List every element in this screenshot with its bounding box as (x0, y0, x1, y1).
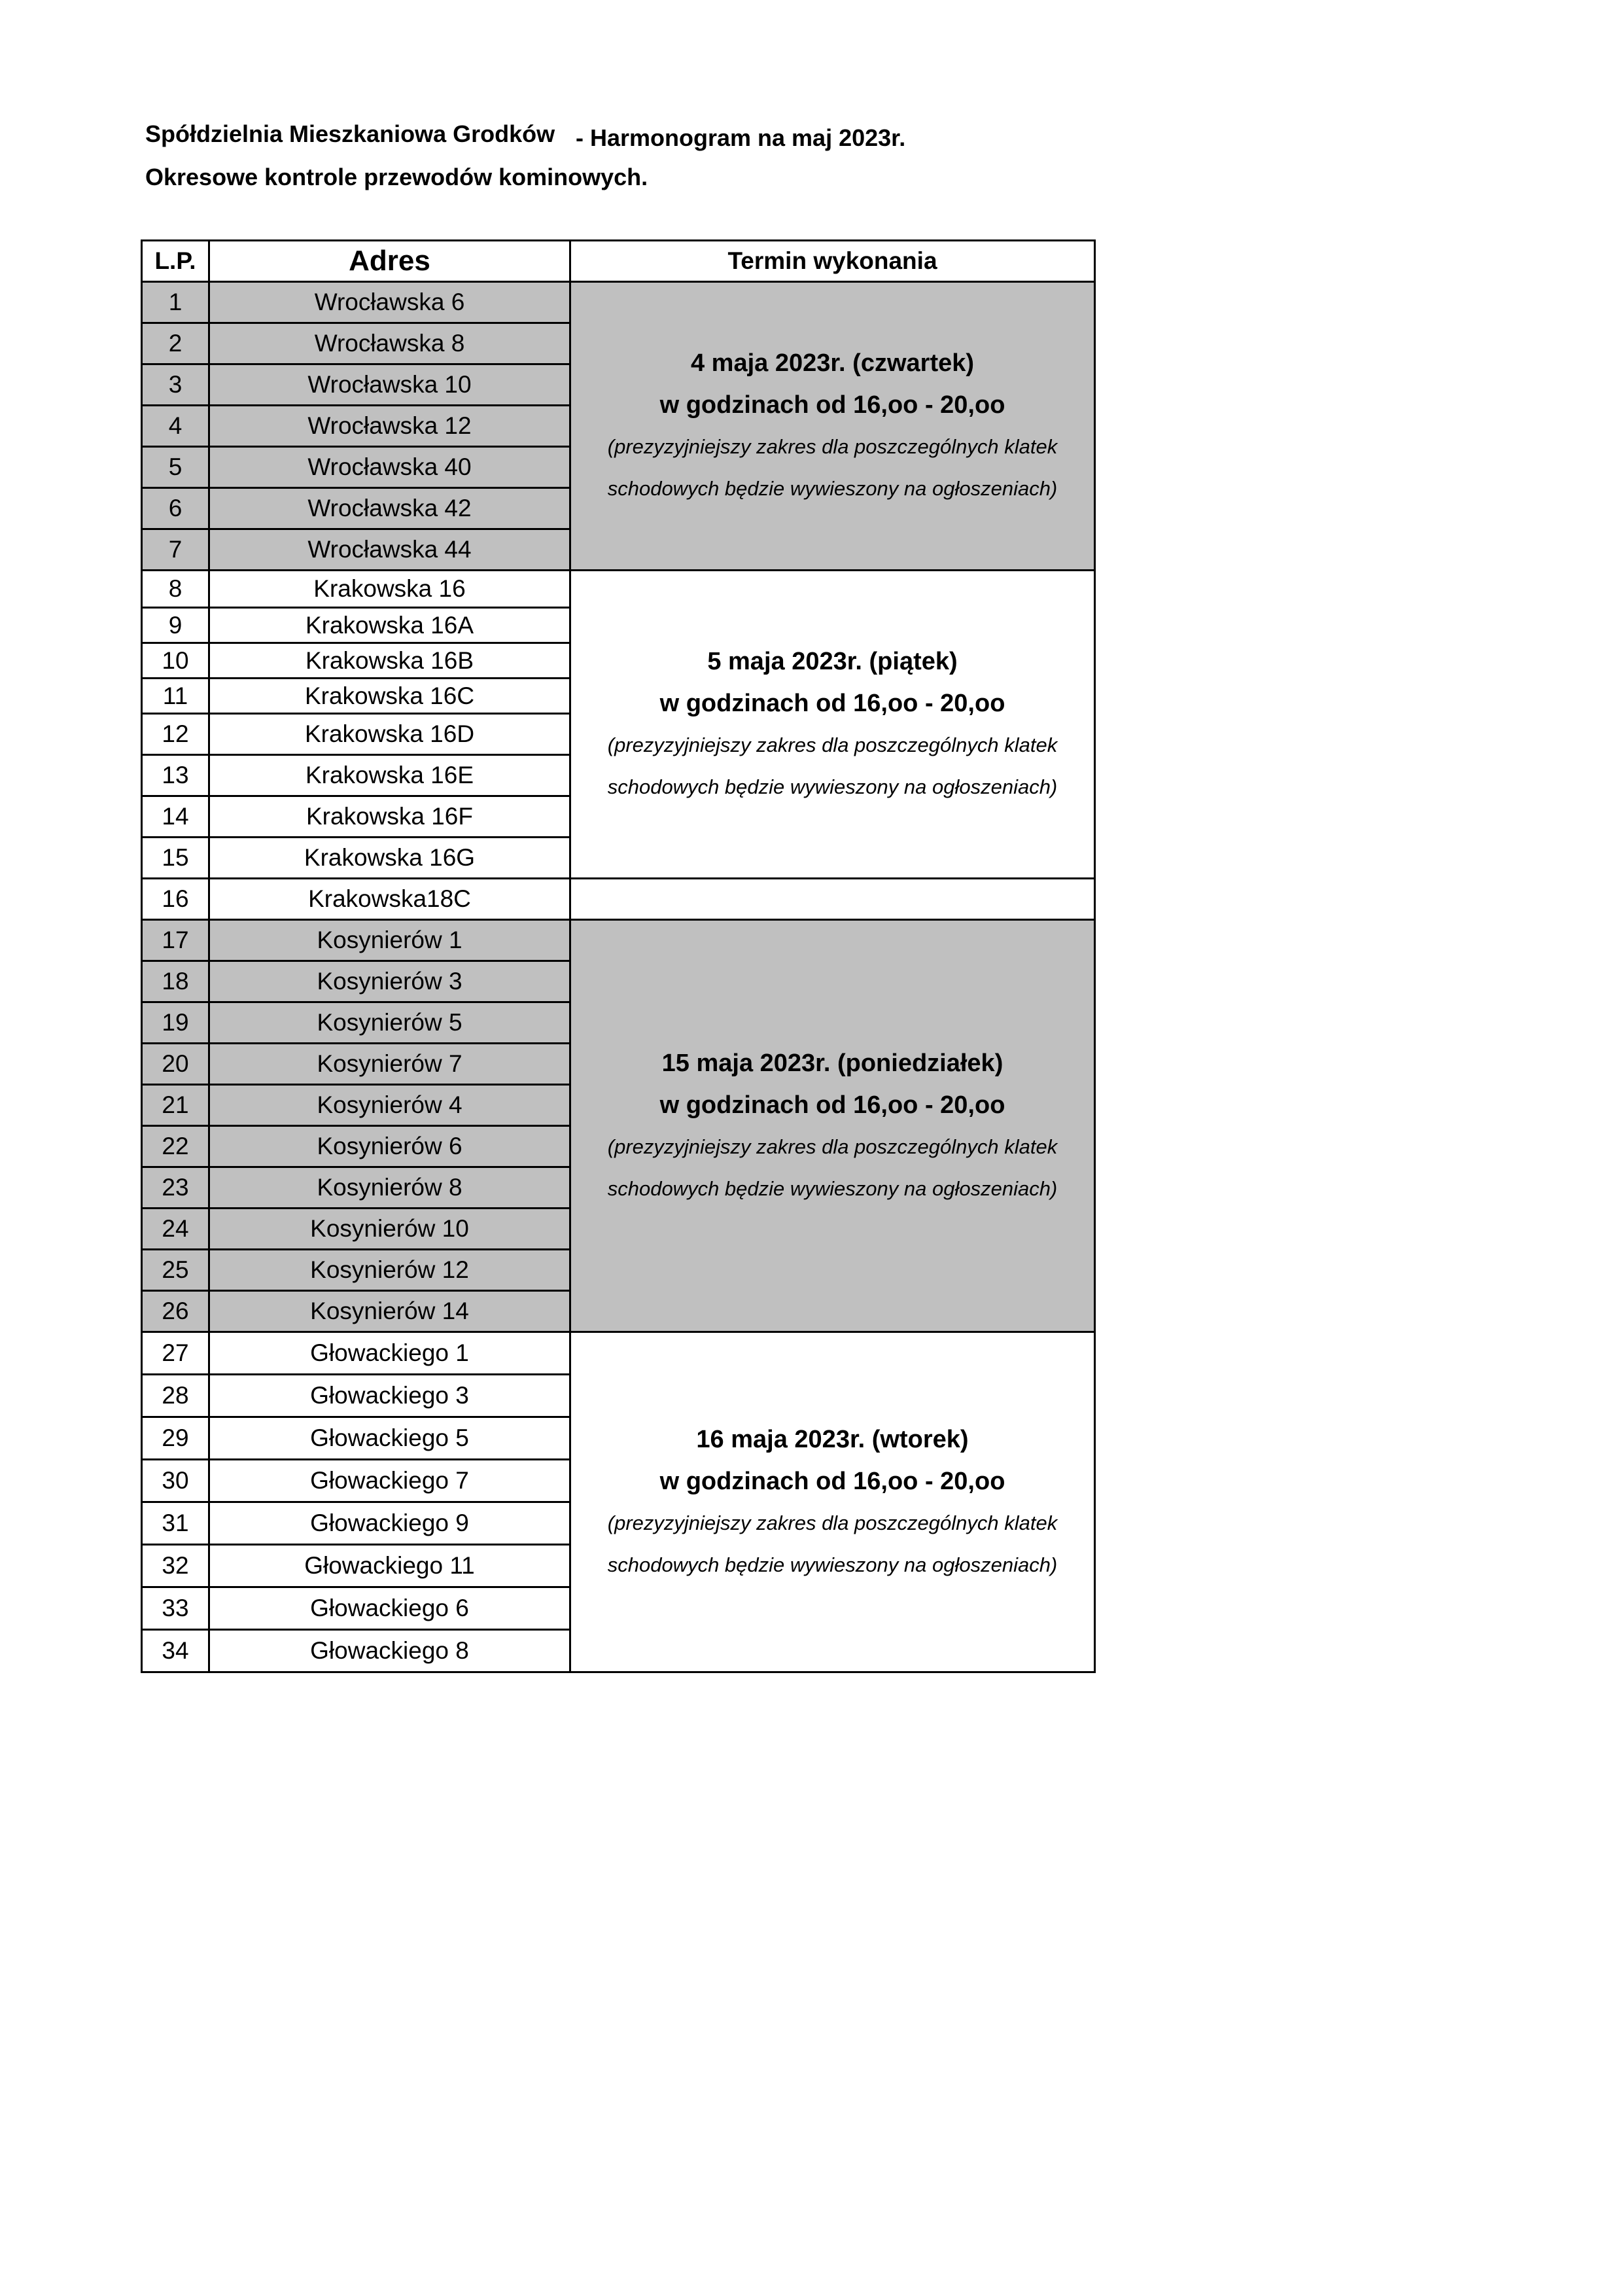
row-number-cell: 12 (142, 714, 209, 755)
address-cell: Wrocławska 8 (209, 323, 570, 364)
header-organization: Spółdzielnia Mieszkaniowa Grodków (145, 120, 555, 147)
term-note: schodowych będzie wywieszony na ogłoszeniach) (607, 1176, 1058, 1200)
row-number-cell: 24 (142, 1209, 209, 1250)
row-number-cell: 3 (142, 364, 209, 406)
row-number-cell: 7 (142, 529, 209, 571)
address-cell: Głowackiego 11 (209, 1545, 570, 1587)
term-note: schodowych będzie wywieszony na ogłoszeniach) (607, 1553, 1058, 1576)
address-cell: Głowackiego 1 (209, 1332, 570, 1375)
address-cell: Krakowska 16E (209, 755, 570, 796)
address-cell: Głowackiego 7 (209, 1460, 570, 1502)
term-hours: w godzinach od 16,oo - 20,oo (659, 391, 1005, 419)
address-cell: Głowackiego 9 (209, 1502, 570, 1545)
row-number-cell: 5 (142, 447, 209, 488)
row-number-cell: 15 (142, 838, 209, 879)
address-cell: Kosynierów 7 (209, 1044, 570, 1085)
row-number-cell: 6 (142, 488, 209, 529)
address-cell: Krakowska 16A (209, 608, 570, 643)
table-row (142, 879, 1095, 920)
row-number-cell: 33 (142, 1587, 209, 1630)
row-number-cell: 14 (142, 796, 209, 838)
address-cell: Głowackiego 8 (209, 1630, 570, 1672)
row-number-cell: 28 (142, 1375, 209, 1417)
row-number-cell: 22 (142, 1126, 209, 1167)
row-number-cell: 25 (142, 1250, 209, 1291)
address-cell: Wrocławska 6 (209, 282, 570, 323)
address-cell: Krakowska 16F (209, 796, 570, 838)
address-cell: Kosynierów 4 (209, 1085, 570, 1126)
table-row (142, 282, 1095, 323)
column-header-adres: Adres (209, 241, 570, 282)
term-note: (prezyzyjniejszy zakres dla poszczególnych klatek (607, 1511, 1058, 1534)
term-cell (570, 920, 1095, 1332)
header-subtitle: Okresowe kontrole przewodów kominowych. (145, 164, 648, 190)
term-hours: w godzinach od 16,oo - 20,oo (659, 1467, 1005, 1495)
row-number-cell: 4 (142, 406, 209, 447)
address-cell: Krakowska 16B (209, 643, 570, 679)
row-number-cell: 18 (142, 961, 209, 1002)
address-cell: Wrocławska 12 (209, 406, 570, 447)
term-note: (prezyzyjniejszy zakres dla poszczególnych klatek (607, 1135, 1058, 1158)
table-row (142, 920, 1095, 961)
address-cell: Krakowska 16D (209, 714, 570, 755)
empty-term-cell (570, 879, 1095, 920)
table-row (142, 1332, 1095, 1375)
address-cell: Krakowska 16G (209, 838, 570, 879)
column-header-termin: Termin wykonania (570, 241, 1095, 282)
term-hours: w godzinach od 16,oo - 20,oo (659, 1091, 1005, 1119)
row-number-cell: 21 (142, 1085, 209, 1126)
row-number-cell: 27 (142, 1332, 209, 1375)
row-number-cell: 11 (142, 679, 209, 714)
row-number-cell: 9 (142, 608, 209, 643)
row-number-cell: 19 (142, 1002, 209, 1044)
term-cell (570, 571, 1095, 879)
row-number-cell: 34 (142, 1630, 209, 1672)
term-cell (570, 282, 1095, 571)
table-body (142, 282, 1095, 1672)
term-hours: w godzinach od 16,oo - 20,oo (659, 690, 1005, 717)
row-number-cell: 8 (142, 571, 209, 608)
row-number-cell: 10 (142, 643, 209, 679)
column-header-lp: L.P. (142, 241, 209, 282)
row-number-cell: 31 (142, 1502, 209, 1545)
row-number-cell: 26 (142, 1291, 209, 1332)
term-date: 5 maja 2023r. (piątek) (707, 648, 958, 675)
term-note: (prezyzyjniejszy zakres dla poszczególnych klatek (607, 435, 1058, 458)
term-date: 4 maja 2023r. (czwartek) (690, 349, 975, 377)
term-note: schodowych będzie wywieszony na ogłoszeniach) (607, 775, 1058, 798)
row-number-cell: 20 (142, 1044, 209, 1085)
row-number-cell: 32 (142, 1545, 209, 1587)
row-number-cell: 13 (142, 755, 209, 796)
schedule-table (141, 239, 1096, 1673)
address-cell: Wrocławska 10 (209, 364, 570, 406)
table-row (142, 571, 1095, 608)
address-cell: Wrocławska 40 (209, 447, 570, 488)
address-cell: Kosynierów 5 (209, 1002, 570, 1044)
row-number-cell: 1 (142, 282, 209, 323)
address-cell: Kosynierów 8 (209, 1167, 570, 1209)
address-cell: Kosynierów 3 (209, 961, 570, 1002)
term-note: schodowych będzie wywieszony na ogłoszeniach) (607, 477, 1058, 500)
address-cell: Wrocławska 44 (209, 529, 570, 571)
table-header-row (142, 241, 1095, 282)
address-cell: Głowackiego 5 (209, 1417, 570, 1460)
term-note: (prezyzyjniejszy zakres dla poszczególnych klatek (607, 733, 1058, 756)
address-cell: Krakowska18C (209, 879, 570, 920)
row-number-cell: 17 (142, 920, 209, 961)
address-cell: Kosynierów 1 (209, 920, 570, 961)
address-cell: Głowackiego 3 (209, 1375, 570, 1417)
term-date: 15 maja 2023r. (poniedziałek) (661, 1049, 1003, 1077)
row-number-cell: 30 (142, 1460, 209, 1502)
address-cell: Kosynierów 14 (209, 1291, 570, 1332)
address-cell: Głowackiego 6 (209, 1587, 570, 1630)
address-cell: Kosynierów 6 (209, 1126, 570, 1167)
row-number-cell: 29 (142, 1417, 209, 1460)
header-schedule-title: - Harmonogram na maj 2023r. (576, 124, 906, 151)
row-number-cell: 16 (142, 879, 209, 920)
term-cell (570, 1332, 1095, 1672)
row-number-cell: 2 (142, 323, 209, 364)
address-cell: Kosynierów 12 (209, 1250, 570, 1291)
address-cell: Kosynierów 10 (209, 1209, 570, 1250)
row-number-cell: 23 (142, 1167, 209, 1209)
term-date: 16 maja 2023r. (wtorek) (696, 1425, 969, 1453)
address-cell: Wrocławska 42 (209, 488, 570, 529)
address-cell: Krakowska 16C (209, 679, 570, 714)
address-cell: Krakowska 16 (209, 571, 570, 608)
